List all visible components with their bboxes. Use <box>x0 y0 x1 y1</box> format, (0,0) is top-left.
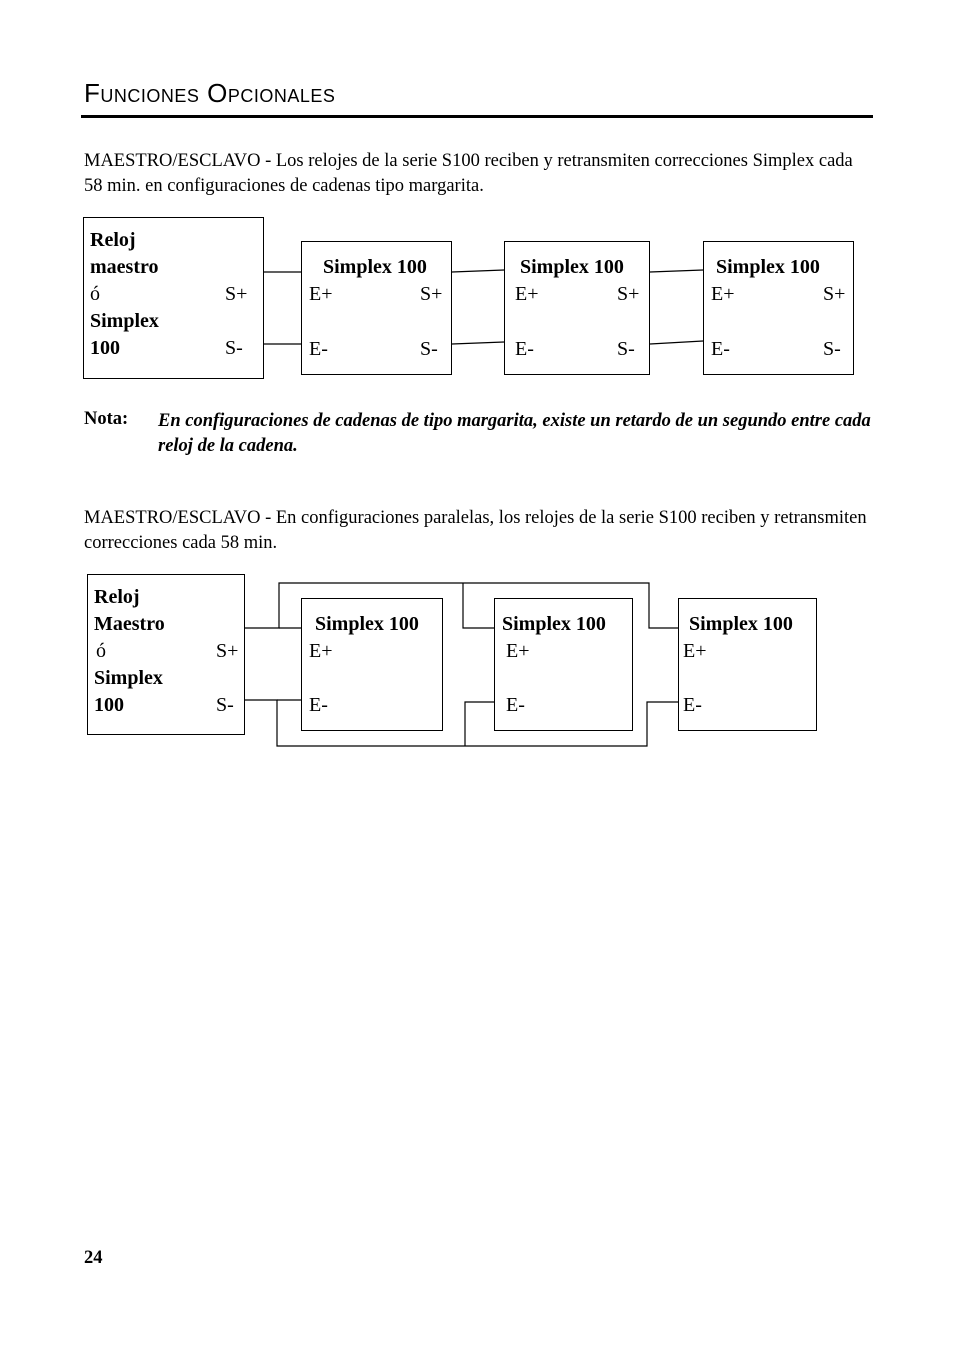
paragraph-daisy-chain: MAESTRO/ESCLAVO - Los relojes de la serie S100 reciben y retransmiten correcciones Simplex cada 58 min. en configuraciones de cadenas tipo margarita. <box>84 151 853 196</box>
terminal-e-plus: E+ <box>506 640 530 662</box>
master-terminal-s-plus: S+ <box>225 283 248 305</box>
terminal-e-minus: E- <box>515 338 534 360</box>
simplex-unit-1 <box>301 598 443 731</box>
unit-title: Simplex 100 <box>315 613 419 635</box>
unit-title: Simplex 100 <box>689 613 793 635</box>
master-terminal-s-minus: S- <box>216 694 234 716</box>
master-label-line2: Maestro <box>94 613 165 635</box>
section-heading: Funciones Opcionales <box>84 78 336 108</box>
terminal-e-plus: E+ <box>711 283 735 305</box>
terminal-s-plus: S+ <box>617 283 640 305</box>
terminal-e-plus: E+ <box>309 640 333 662</box>
terminal-s-plus: S+ <box>420 283 443 305</box>
terminal-e-minus: E- <box>683 694 702 716</box>
terminal-s-minus: S- <box>617 338 635 360</box>
terminal-e-minus: E- <box>711 338 730 360</box>
master-label-line4: Simplex <box>94 667 163 689</box>
master-label-line1: Reloj <box>90 229 136 251</box>
unit-title: Simplex 100 <box>323 256 427 278</box>
simplex-unit-3 <box>703 241 854 375</box>
wire-bus-plus-unit2 <box>463 583 494 628</box>
master-clock-box <box>83 217 264 379</box>
simplex-unit-2 <box>494 598 633 731</box>
master-label-line5: 100 <box>94 694 124 716</box>
wire-unit2-to-unit3-minus <box>650 341 703 344</box>
master-label-line3: ó <box>96 640 106 662</box>
note-label: Nota: <box>84 409 129 429</box>
master-clock-box <box>87 574 245 735</box>
wire-unit2-to-unit3-plus <box>650 270 703 272</box>
master-terminal-s-minus: S- <box>225 337 243 359</box>
unit-title: Simplex 100 <box>716 256 820 278</box>
terminal-e-plus: E+ <box>515 283 539 305</box>
unit-title: Simplex 100 <box>520 256 624 278</box>
terminal-s-plus: S+ <box>823 283 846 305</box>
paragraph-parallel: MAESTRO/ESCLAVO - En configuraciones paralelas, los relojes de la serie S100 reciben y retransmiten correcciones cada 58 min. <box>84 508 867 553</box>
terminal-s-minus: S- <box>823 338 841 360</box>
terminal-s-minus: S- <box>420 338 438 360</box>
note-text: En configuraciones de cadenas de tipo margarita, existe un retardo de un segundo entre cada reloj de la cadena. <box>158 411 871 456</box>
master-label-line5: 100 <box>90 337 120 359</box>
master-label-line2: maestro <box>90 256 159 278</box>
simplex-unit-3 <box>678 598 817 731</box>
wire-bus-minus-unit2 <box>465 702 494 746</box>
master-terminal-s-plus: S+ <box>216 640 239 662</box>
terminal-e-minus: E- <box>506 694 525 716</box>
simplex-unit-1 <box>301 241 452 375</box>
terminal-e-plus: E+ <box>309 283 333 305</box>
page-number: 24 <box>84 1248 103 1268</box>
unit-title: Simplex 100 <box>502 613 606 635</box>
terminal-e-minus: E- <box>309 338 328 360</box>
heading-rule <box>81 115 873 118</box>
master-label-line1: Reloj <box>94 586 140 608</box>
master-label-line3: ó <box>90 283 100 305</box>
terminal-e-minus: E- <box>309 694 328 716</box>
wire-unit1-to-unit2-minus <box>452 342 504 344</box>
master-label-line4: Simplex <box>90 310 159 332</box>
simplex-unit-2 <box>504 241 650 375</box>
terminal-e-plus: E+ <box>683 640 707 662</box>
wire-unit1-to-unit2-plus <box>452 270 504 272</box>
